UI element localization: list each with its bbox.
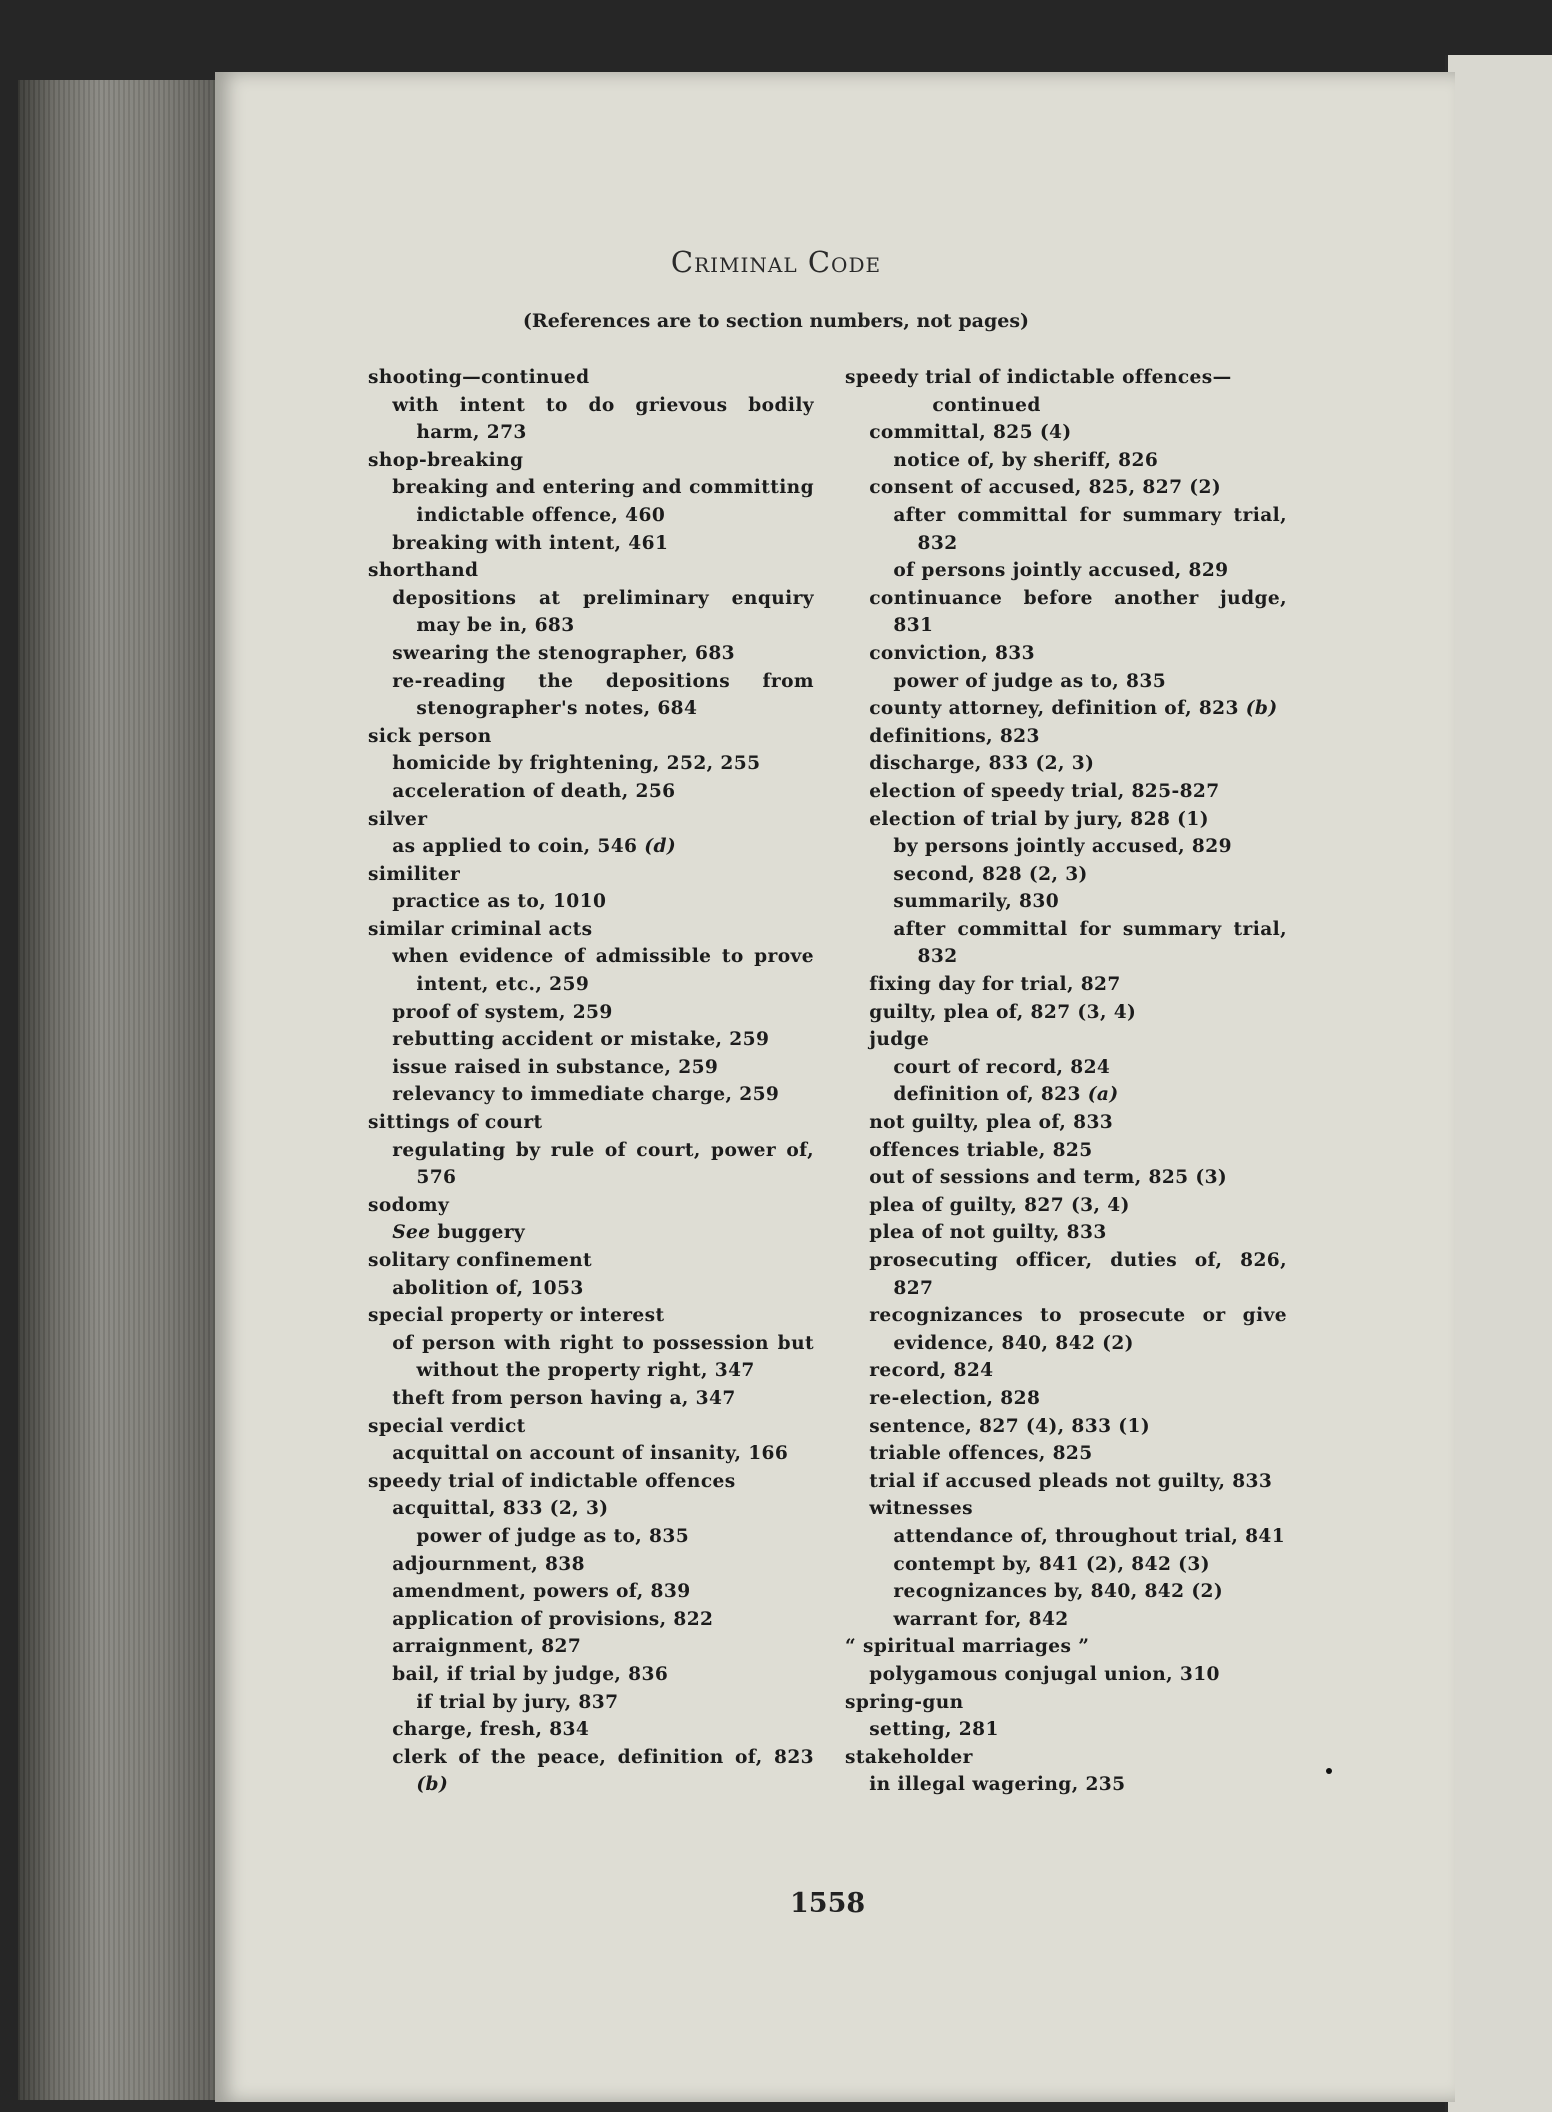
- index-entry-text: shorthand: [368, 560, 479, 582]
- index-entry-text: by persons jointly accused, 829: [893, 836, 1232, 858]
- index-entry-text: notice of, by sheriff, 826: [893, 449, 1159, 471]
- index-entry-text: offences triable, 825: [869, 1139, 1093, 1161]
- index-heading: [368, 723, 814, 751]
- index-entry-text: summarily, 830: [893, 891, 1060, 913]
- index-entry-text: sittings of court: [368, 1112, 543, 1134]
- index-entry-text: triable offences, 825: [869, 1443, 1093, 1465]
- index-heading: [368, 447, 814, 475]
- index-entry-text: record, 824: [869, 1360, 994, 1382]
- index-subentry: [845, 806, 1287, 834]
- index-entry-text: acceleration of death, 256: [392, 780, 676, 802]
- index-subentry: [845, 1468, 1287, 1496]
- index-subentry: [845, 1716, 1287, 1744]
- index-subentry: [368, 1633, 814, 1661]
- index-entry-text: issue raised in substance, 259: [392, 1056, 719, 1078]
- index-subentry: [368, 1606, 814, 1634]
- index-entry-text: election of trial by jury, 828 (1): [869, 808, 1209, 830]
- index-subentry: [845, 392, 1287, 420]
- index-subentry: [368, 1137, 814, 1192]
- index-entry-text: sodomy: [368, 1194, 450, 1216]
- index-subentry: [845, 1578, 1287, 1606]
- index-subentry: [845, 1137, 1287, 1165]
- index-heading: [368, 1192, 814, 1220]
- index-subentry: [368, 1551, 814, 1579]
- index-subentry: [845, 1219, 1287, 1247]
- index-subentry: [845, 1440, 1287, 1468]
- index-heading: [368, 806, 814, 834]
- index-entry-text: court of record, 824: [893, 1056, 1111, 1078]
- index-entry-text: of persons jointly accused, 829: [893, 560, 1229, 582]
- index-subentry: [368, 1275, 814, 1303]
- index-entry-text: swearing the stenographer, 683: [392, 642, 736, 664]
- index-subentry: [368, 392, 814, 447]
- index-subentry: [845, 419, 1287, 447]
- index-entry-text: recognizances by, 840, 842 (2): [893, 1581, 1224, 1603]
- index-entry-text: not guilty, plea of, 833: [869, 1112, 1114, 1134]
- index-entry-text: similiter: [368, 863, 461, 885]
- index-entry-text: polygamous conjugal union, 310: [869, 1663, 1220, 1685]
- index-subentry: [368, 888, 814, 916]
- index-subentry: [845, 971, 1287, 999]
- index-subentry: [845, 723, 1287, 751]
- index-subentry: [845, 557, 1287, 585]
- index-entry-text: speedy trial of indictable offences: [368, 1470, 736, 1492]
- index-subentry: [368, 640, 814, 668]
- index-entry-text: plea of not guilty, 833: [869, 1222, 1107, 1244]
- index-subentry: [845, 888, 1287, 916]
- index-subentry: [368, 668, 814, 723]
- index-entry-text: definition of, 823: [893, 1084, 1081, 1106]
- index-entry-text: fixing day for trial, 827: [869, 974, 1121, 996]
- index-entry-text: relevancy to immediate charge, 259: [392, 1084, 780, 1106]
- index-subentry: [845, 1551, 1287, 1579]
- index-subentry: [845, 474, 1287, 502]
- index-entry-text: practice as to, 1010: [392, 891, 607, 913]
- index-entry-text: sick person: [368, 725, 492, 747]
- subsection-letter: (b): [1245, 698, 1278, 720]
- index-entry-text: plea of guilty, 827 (3, 4): [869, 1194, 1130, 1216]
- index-subentry: [845, 999, 1287, 1027]
- index-heading: [368, 1468, 814, 1496]
- index-entry-text: discharge, 833 (2, 3): [869, 753, 1095, 775]
- index-subentry: [845, 1495, 1287, 1523]
- index-subentry: [845, 1385, 1287, 1413]
- index-heading: [368, 861, 814, 889]
- index-heading: [368, 557, 814, 585]
- index-subentry: [368, 1744, 814, 1799]
- index-subentry: [845, 1357, 1287, 1385]
- index-entry-text: trial if accused pleads not guilty, 833: [869, 1470, 1273, 1492]
- index-subentry: [845, 640, 1287, 668]
- index-subentry: [368, 1330, 814, 1385]
- index-entry-text: special verdict: [368, 1415, 526, 1437]
- index-entry-text: power of judge as to, 835: [416, 1525, 690, 1547]
- index-subentry: [368, 474, 814, 529]
- index-subentry: [368, 1523, 814, 1551]
- index-entry-text: consent of accused, 825, 827 (2): [869, 477, 1222, 499]
- index-subentry: [368, 943, 814, 998]
- index-entry-text: power of judge as to, 835: [893, 670, 1167, 692]
- index-subentry: [845, 778, 1287, 806]
- index-entry-text: guilty, plea of, 827 (3, 4): [869, 1001, 1137, 1023]
- index-entry-text: stakeholder: [845, 1746, 973, 1768]
- index-entry-text: homicide by frightening, 252, 255: [392, 753, 761, 775]
- index-entry-text: proof of system, 259: [392, 1001, 613, 1023]
- index-entry-text: contempt by, 841 (2), 842 (3): [893, 1553, 1210, 1575]
- index-subentry: [845, 695, 1287, 723]
- index-subentry: [845, 1164, 1287, 1192]
- index-entry-text: acquittal, 833 (2, 3): [392, 1498, 609, 1520]
- index-entry-text: special property or interest: [368, 1305, 665, 1327]
- index-entry-text: warrant for, 842: [893, 1608, 1069, 1630]
- index-entry-text: attendance of, throughout trial, 841: [893, 1525, 1286, 1547]
- subsection-letter: (b): [416, 1774, 449, 1796]
- index-subentry: [845, 916, 1287, 971]
- index-heading: [368, 916, 814, 944]
- index-entry-text: recognizances to prosecute or give evidence, 840, 842 (2): [869, 1305, 1287, 1354]
- index-heading: [845, 1744, 1287, 1772]
- index-subentry: [368, 1689, 814, 1717]
- index-subentry: [368, 585, 814, 640]
- index-subentry: [845, 1081, 1287, 1109]
- index-entry-text: acquittal on account of insanity, 166: [392, 1443, 789, 1465]
- index-subentry: [845, 668, 1287, 696]
- index-entry-text: witnesses: [869, 1498, 974, 1520]
- index-entry-text: similar criminal acts: [368, 918, 593, 940]
- index-entry-text: sentence, 827 (4), 833 (1): [869, 1415, 1151, 1437]
- index-entry-text: rebutting accident or mistake, 259: [392, 1029, 770, 1051]
- index-subentry: [368, 1716, 814, 1744]
- index-entry-text: judge: [869, 1029, 930, 1051]
- index-heading: [368, 1109, 814, 1137]
- index-entry-text: re-reading the depositions from stenographer's notes, 684: [392, 670, 814, 720]
- subsection-letter: (d): [644, 836, 677, 858]
- index-subentry: [368, 1495, 814, 1523]
- index-entry-text: after committal for summary trial, 832: [893, 918, 1287, 968]
- index-subentry: [368, 1219, 814, 1247]
- index-heading: [845, 1689, 1287, 1717]
- index-entry-text: arraignment, 827: [392, 1636, 582, 1658]
- index-entry-text: conviction, 833: [869, 642, 1035, 664]
- index-heading: [845, 364, 1287, 392]
- index-entry-text: shooting—continued: [368, 367, 590, 388]
- index-entry-text: amendment, powers of, 839: [392, 1581, 691, 1603]
- index-entry-text: depositions at preliminary enquiry may be in, 683: [392, 587, 814, 637]
- index-entry-text: regulating by rule of court, power of, 576: [392, 1139, 814, 1189]
- index-subentry: [845, 1192, 1287, 1220]
- index-subentry: [368, 999, 814, 1027]
- index-entry-text: committal, 825 (4): [869, 422, 1072, 444]
- see-reference-label: See: [392, 1222, 431, 1244]
- index-subentry: [368, 1578, 814, 1606]
- index-subentry: [845, 1661, 1287, 1689]
- index-entry-text: prosecuting officer, duties of, 826, 827: [869, 1250, 1287, 1299]
- index-subentry: [368, 1385, 814, 1413]
- index-subentry: [845, 861, 1287, 889]
- index-entry-text: “ spiritual marriages ”: [845, 1636, 1090, 1658]
- facing-page-edge: [1445, 55, 1552, 2112]
- index-entry-text: election of speedy trial, 825-827: [869, 780, 1220, 802]
- book-page-edges: [18, 80, 224, 2100]
- index-column-right: [845, 364, 1287, 1799]
- index-entry-text: bail, if trial by judge, 836: [392, 1663, 669, 1685]
- index-subentry: [368, 1026, 814, 1054]
- index-subentry: [845, 1302, 1287, 1357]
- index-entry-text: speedy trial of indictable offences—: [845, 367, 1232, 388]
- index-entry-text: out of sessions and term, 825 (3): [869, 1167, 1228, 1189]
- index-subentry: [845, 1109, 1287, 1137]
- index-entry-text: as applied to coin, 546: [392, 836, 638, 858]
- index-subentry: [368, 1054, 814, 1082]
- index-entry-text: breaking and entering and committing indictable offence, 460: [392, 477, 814, 526]
- index-entry-text: continued: [932, 394, 1041, 416]
- index-column-left: [368, 364, 814, 1799]
- index-entry-text: when evidence of admissible to prove intent, etc., 259: [392, 946, 814, 996]
- index-subentry: [368, 778, 814, 806]
- index-entry-text: second, 828 (2, 3): [893, 863, 1088, 885]
- page-subtitle: (References are to section numbers, not pages): [522, 310, 1030, 332]
- index-entry-text: if trial by jury, 837: [416, 1691, 619, 1713]
- index-entry-text: of person with right to possession but without the property right, 347: [392, 1332, 814, 1382]
- index-entry-text: setting, 281: [869, 1719, 999, 1741]
- index-entry-text: breaking with intent, 461: [392, 532, 669, 554]
- index-entry-text: in illegal wagering, 235: [869, 1774, 1126, 1796]
- index-entry-text: solitary confinement: [368, 1250, 592, 1271]
- index-subentry: [845, 1606, 1287, 1634]
- index-subentry: [845, 1523, 1287, 1551]
- index-subentry: [845, 750, 1287, 778]
- index-subentry: [368, 530, 814, 558]
- index-subentry: [845, 585, 1287, 640]
- index-subentry: [368, 1661, 814, 1689]
- index-entry-text: buggery: [437, 1222, 526, 1244]
- index-entry-text: application of provisions, 822: [392, 1608, 714, 1630]
- index-subentry: [845, 833, 1287, 861]
- index-entry-text: after committal for summary trial, 832: [893, 504, 1287, 554]
- index-entry-text: abolition of, 1053: [392, 1277, 584, 1299]
- page-title: Criminal Code: [670, 245, 882, 279]
- index-subentry: [845, 447, 1287, 475]
- index-heading: [368, 1413, 814, 1441]
- index-subentry: [368, 750, 814, 778]
- index-entry-text: theft from person having a, 347: [392, 1387, 736, 1409]
- index-entry-text: county attorney, definition of, 823: [869, 698, 1239, 720]
- index-entry-text: with intent to do grievous bodily harm, 273: [392, 394, 814, 444]
- index-entry-text: clerk of the peace, definition of, 823: [392, 1746, 814, 1768]
- index-entry-text: adjournment, 838: [392, 1553, 585, 1575]
- index-subentry: [845, 1247, 1287, 1302]
- index-subentry: [845, 1054, 1287, 1082]
- index-heading: [368, 1247, 814, 1275]
- index-subentry: [845, 502, 1287, 557]
- index-subentry: [845, 1026, 1287, 1054]
- index-entry-text: definitions, 823: [869, 725, 1040, 747]
- subsection-letter: (a): [1087, 1084, 1119, 1106]
- index-entry-text: re-election, 828: [869, 1387, 1041, 1409]
- page-number: 1558: [790, 1888, 866, 1919]
- index-subentry: [845, 1771, 1287, 1799]
- index-heading: [845, 1633, 1287, 1661]
- index-entry-text: spring-gun: [845, 1691, 964, 1713]
- index-subentry: [368, 1440, 814, 1468]
- index-entry-text: continuance before another judge, 831: [869, 587, 1287, 637]
- index-heading: [368, 1302, 814, 1330]
- index-heading: [368, 364, 814, 392]
- index-entry-text: silver: [368, 808, 428, 830]
- index-entry-text: charge, fresh, 834: [392, 1719, 590, 1741]
- index-subentry: [368, 833, 814, 861]
- index-subentry: [368, 1081, 814, 1109]
- index-subentry: [845, 1413, 1287, 1441]
- ink-speck: [1326, 1768, 1332, 1774]
- index-entry-text: shop-breaking: [368, 449, 524, 471]
